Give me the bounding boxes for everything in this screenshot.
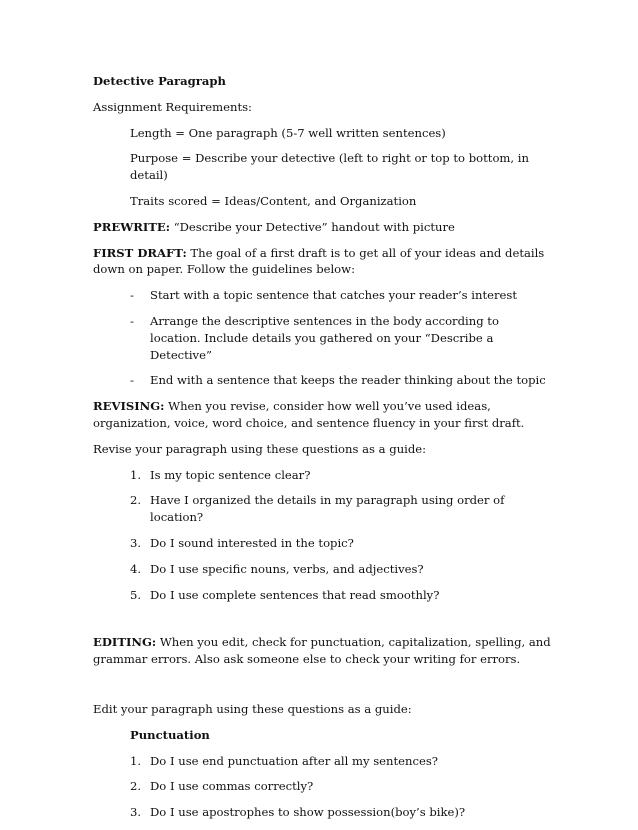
prewrite-paragraph [93, 219, 553, 236]
spacer [93, 677, 553, 701]
prewrite-text: “Describe your Detective” handout with picture [170, 219, 455, 234]
guideline-text: Start with a topic sentence that catches your reader’s interest [150, 288, 517, 303]
list-item [93, 535, 553, 552]
guideline-text: Arrange the descriptive sentences in the body according to location. Include details you gathered on your “Describe a Detective” [150, 313, 499, 362]
editing-questions [93, 753, 553, 821]
list-item [93, 372, 553, 389]
revising-questions [93, 467, 553, 604]
editing-text: When you edit, check for punctuation, capitalization, spelling, and grammar errors. Also ask someone else to check your writing for errors. [93, 635, 551, 667]
number-marker: 1. [130, 753, 142, 768]
revising-text: When you revise, consider how well you’ve used ideas, organization, voice, word choice, and sentence fluency in your first draft. [93, 399, 525, 430]
list-item [93, 778, 553, 795]
list-item [93, 287, 553, 304]
first-draft-text: The goal of a first draft is to get all of your ideas and details down on paper. Follow the guidelines below: [93, 245, 545, 277]
first-draft-guidelines [93, 287, 553, 389]
editing-guide: Edit your paragraph using these questions as a guide: [93, 701, 412, 716]
number-marker: 3. [130, 535, 142, 550]
number-marker: 2. [130, 779, 142, 794]
revising-guide: Revise your paragraph using these questions as a guide: [93, 441, 427, 456]
dash-marker: - [130, 313, 134, 328]
editing-label: EDITING: [93, 635, 157, 650]
number-marker: 2. [130, 493, 142, 508]
list-item [93, 492, 553, 526]
list-item [93, 804, 553, 821]
prewrite-label: PREWRITE: [93, 219, 171, 234]
number-marker: 1. [130, 467, 142, 482]
dash-marker: - [130, 373, 134, 388]
document-title: Detective Paragraph [93, 74, 226, 88]
punctuation-heading: Punctuation [130, 727, 210, 742]
number-marker: 3. [130, 805, 142, 820]
dash-marker: - [130, 288, 134, 303]
question-text: Is my topic sentence clear? [150, 467, 311, 482]
requirement-traits: Traits scored = Ideas/Content, and Organization [130, 193, 417, 208]
number-marker: 5. [130, 587, 142, 602]
list-item [93, 313, 553, 363]
question-text: Do I use end punctuation after all my sentences? [150, 753, 438, 768]
guideline-text: End with a sentence that keeps the reader thinking about the topic [150, 373, 546, 388]
spacer [93, 612, 553, 634]
question-text: Do I use apostrophes to show possession(boy’s bike)? [150, 805, 466, 820]
question-text: Do I sound interested in the topic? [150, 535, 354, 550]
question-text: Do I use complete sentences that read smoothly? [150, 587, 440, 602]
assignment-heading: Assignment Requirements: [93, 99, 252, 114]
question-text: Do I use commas correctly? [150, 779, 314, 794]
requirement-length: Length = One paragraph (5-7 well written sentences) [130, 125, 446, 140]
question-text: Have I organized the details in my paragraph using order of location? [150, 493, 505, 525]
first-draft-label: FIRST DRAFT: [93, 245, 187, 260]
revising-paragraph [93, 398, 553, 432]
number-marker: 4. [130, 561, 142, 576]
question-text: Do I use specific nouns, verbs, and adjectives? [150, 561, 424, 576]
editing-paragraph [93, 634, 553, 668]
revising-label: REVISING: [93, 399, 165, 414]
list-item [93, 753, 553, 770]
list-item [93, 587, 553, 604]
list-item [93, 467, 553, 484]
first-draft-paragraph [93, 245, 553, 279]
requirement-purpose: Purpose = Describe your detective (left to right or top to bottom, in detail) [130, 151, 529, 183]
document-body [93, 73, 553, 830]
list-item [93, 561, 553, 578]
